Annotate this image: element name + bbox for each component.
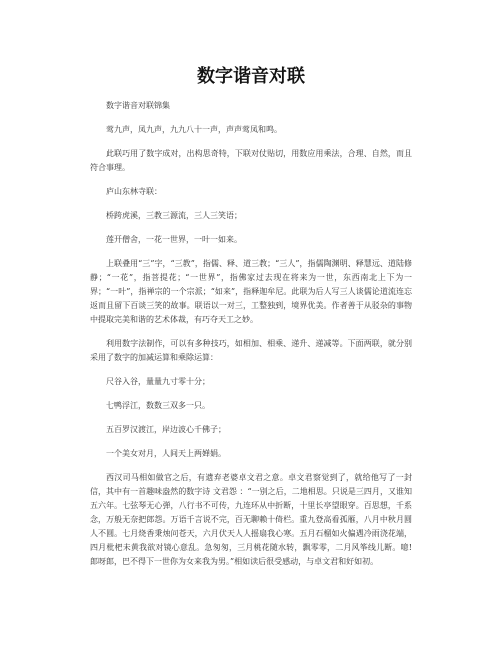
paragraph: 莺九声，凤九声，九九八十一声，声声莺凤和鸣。	[106, 125, 282, 134]
document-body	[90, 99, 412, 569]
paragraph: 尺谷入谷，量量九寸零十分；	[106, 377, 210, 386]
paragraph: 七鸭浮江，数数三双多一只。	[106, 401, 210, 410]
document-title: 数字谐音对联	[197, 66, 305, 87]
paragraph: 数字谐音对联锦集	[106, 101, 170, 110]
paragraph: 此联巧用了数字成对，出构思奇特，下联对仗贴切，用数应用乘法，合理、自然，而且符合事理。	[90, 149, 412, 172]
paragraph: 上联叠用“三”字，“三教”，指儒、释、道三教；“三人”，指儒陶渊明、释慧远、道陆修静；“一花”，指菩提花；“一世界”，指佛家过去现在将来为一世，东西南北上下为一界；“一叶”，指禅宗的一个宗派；“如来”，指释迦牟尼。此联为后人写三人谈儒论道流连忘返而且留下百谈三笑的故事。联语以一对三，工整独到，境界优美。作者善于从驳杂的事物中提取完美和谐的艺术体裁，有巧夺天工之妙。	[90, 259, 412, 324]
paragraph: 庐山东林寺联：	[106, 187, 162, 196]
paragraph: 五百罗汉渡江，岸边波心千佛子；	[106, 425, 226, 434]
paragraph: 一个美女对月，人间天上两婵娟。	[106, 449, 226, 458]
paragraph: 莲开僧舍，一花一世界，一叶一如来。	[106, 235, 242, 244]
paragraph: 西汉司马相如做官之后，有遗弃老婆卓文君之意。卓文君察觉到了，就给他写了一封信，其中有一首趣味盎然的数字诗 文君怨 ：“一别之后，二地相思。只说是三四月，又谁知五六年。七弦琴无心弹，八行书不可传，九连环从中折断，十里长亭望眼穿。百思想，千系念，万般无奈把郎怨。万语千言说不完，百无聊赖十倚栏。重九登高看孤雁，八月中秋月圆人不圆。七月烧香秉烛问苍天，六月伏天人人摇扇我心寒。五月石榴如火偏遇冷雨浇花端，四月枇杷未黄我欲对镜心意乱。急匆匆，三月桃花随水转，飘零零，二月风筝线儿断。噫!郎呀郎，巴不得下一世你为女来我为男。”相如读后很受感动，与卓文君和好如初。	[90, 473, 412, 566]
paragraph: 利用数字法制作，可以有多种技巧，如相加、相乘、递升、递减等。下面两联，就分别采用了数字的加减运算和乘除运算：	[90, 339, 412, 362]
paragraph: 桥跨虎溪，三教三源流，三人三笑语；	[106, 211, 242, 220]
